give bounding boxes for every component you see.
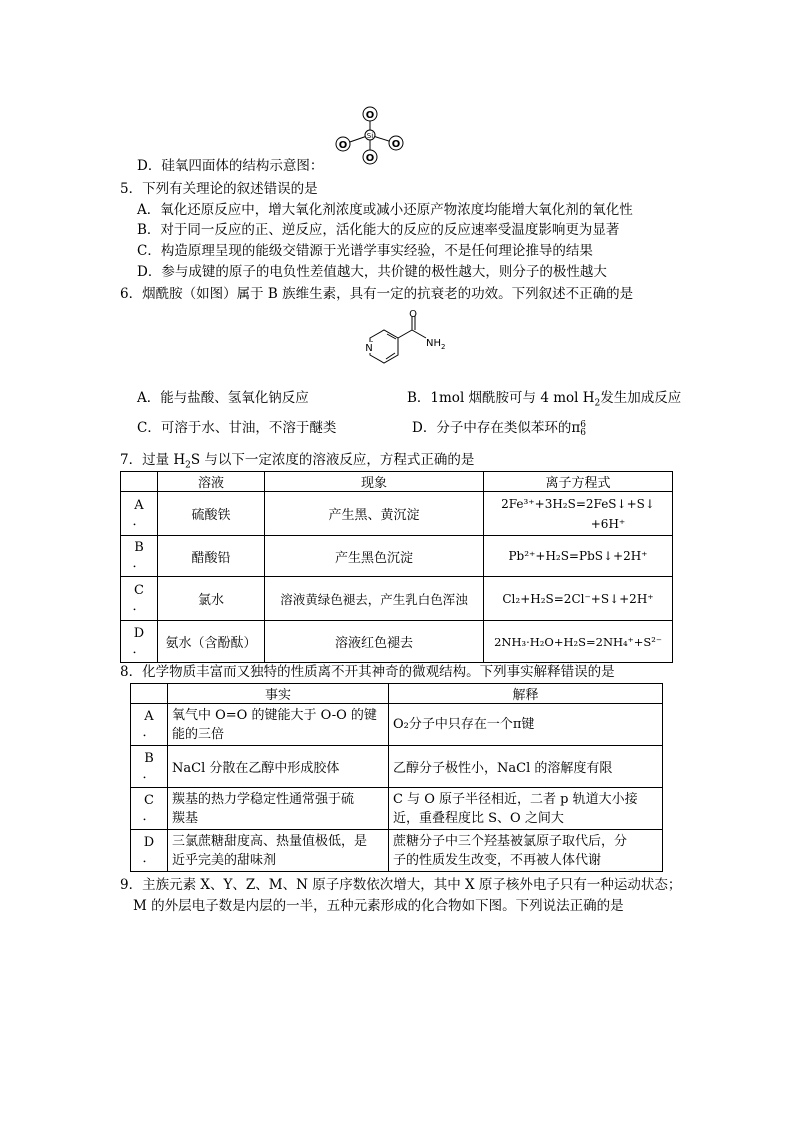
q5-option-d: D．参与成键的原子的电负性差值越大，共价键的极性越大，则分子的极性越大: [137, 264, 607, 280]
equation-cell: Pb²⁺+H₂S=PbS↓+2H⁺: [484, 536, 673, 577]
nh-label: NH: [426, 338, 441, 349]
solution-cell: 氯水: [158, 577, 265, 621]
nh-subscript-label: 2: [441, 343, 446, 351]
table-row: [131, 704, 663, 746]
table-header-row: [121, 472, 673, 492]
solution-cell: 氨水（含酚酞）: [158, 621, 265, 663]
header-explanation: 解释: [389, 684, 663, 704]
equation-cell: Cl₂+H₂S=2Cl⁻+S↓+2H⁺: [484, 577, 673, 621]
fact-cell: 羰基的热力学稳定性通常强于硫 羰基: [168, 788, 389, 830]
equation-cell: 2NH₃·H₂O+H₂S=2NH₄⁺+S²⁻: [484, 621, 673, 663]
q7-table: [120, 471, 673, 663]
row-label: D ．: [121, 621, 158, 663]
nitrogen-label: N: [365, 343, 373, 354]
header-equation: 离子方程式: [484, 472, 673, 492]
solution-cell: 硫酸铁: [158, 492, 265, 536]
phenomenon-cell: 产生黑色沉淀: [265, 536, 484, 577]
row-label: B ．: [121, 536, 158, 577]
q9-line-2: M 的外层电子数是内层的一半，五种元素形成的化合物如下图。下列说法正确的是: [133, 898, 624, 914]
q4-option-d: D．硅氧四面体的结构示意图：: [137, 158, 324, 174]
table-row: [121, 492, 673, 536]
table-row: [131, 788, 663, 830]
table-row: [131, 830, 663, 872]
o-atom-label: O: [391, 139, 401, 150]
phenomenon-cell: 溶液黄绿色褪去，产生乳白色浑浊: [265, 577, 484, 621]
explanation-cell: C 与 O 原子半径相近，二者 p 轨道大小接 近，重叠程度比 S、O 之间大: [389, 788, 663, 830]
fact-cell: 氧气中 O=O 的键能大于 O-O 的键 能的三倍: [168, 704, 389, 746]
q6-option-c: C．可溶于水、甘油，不溶于醚类: [137, 420, 337, 436]
phenomenon-cell: 溶液红色褪去: [265, 621, 484, 663]
explanation-cell: 乙醇分子极性小，NaCl 的溶解度有限: [389, 746, 663, 788]
explanation-cell: 蔗糖分子中三个羟基被氯原子取代后，分 子的性质发生改变，不再被人体代谢: [389, 830, 663, 872]
q7-stem: 7．过量 $H_2S$ 与以下一定浓度的溶液反应，方程式正确的是: [120, 452, 475, 471]
q5-option-a: A．氧化还原反应中，增大氧化剂浓度或减小还原产物浓度均能增大氧化剂的氧化性: [137, 202, 633, 218]
row-label: A ．: [121, 492, 158, 536]
equation-cell: 2Fe³⁺+3H₂S=2FeS↓+S↓ +6H⁺: [484, 492, 673, 536]
phenomenon-cell: 产生黑、黄沉淀: [265, 492, 484, 536]
row-label: D ．: [131, 830, 168, 872]
silicon-oxygen-tetrahedron-diagram: [330, 103, 410, 168]
explanation-cell: O₂分子中只存在一个π键: [389, 704, 663, 746]
table-row: [121, 536, 673, 577]
o-atom-label: O: [365, 110, 375, 121]
table-row: [131, 746, 663, 788]
si-atom-label: Si: [366, 132, 374, 140]
q6-option-b: B．1mol 烟酰胺可与 4 mol $H_2$发生加成反应: [407, 390, 682, 409]
table-header-row: [131, 684, 663, 704]
o-atom-label: O: [338, 140, 348, 151]
row-label: B ．: [131, 746, 168, 788]
oxygen-label: O: [409, 310, 417, 320]
fact-cell: NaCl 分散在乙醇中形成胶体: [168, 746, 389, 788]
row-label: A ．: [131, 704, 168, 746]
header-solution: 溶液: [158, 472, 265, 492]
header-phenomenon: 现象: [265, 472, 484, 492]
q5-stem: 5．下列有关理论的叙述错误的是: [120, 181, 318, 197]
table-row: [121, 577, 673, 621]
q8-table: [130, 683, 663, 872]
solution-cell: 醋酸铅: [158, 536, 265, 577]
o-atom-label: O: [365, 153, 375, 164]
q8-stem: 8．化学物质丰富而又独特的性质离不开其神奇的微观结构。下列事实解释错误的是: [120, 664, 615, 680]
fact-cell: 三氯蔗糖甜度高、热量值极低，是 近乎完美的甜味剂: [168, 830, 389, 872]
q5-option-c: C．构造原理呈现的能级交错源于光谱学事实经验，不是任何理论推导的结果: [137, 243, 593, 259]
q9-line-1: 9．主族元素 X、Y、Z、M、N 原子序数依次增大，其中 X 原子核外电子只有一种运动状态；: [120, 877, 682, 893]
row-label: C ．: [131, 788, 168, 830]
nicotinamide-structure-diagram: [355, 310, 465, 380]
q6-option-a: A．能与盐酸、氢氧化钠反应: [137, 390, 309, 406]
table-row: [121, 621, 673, 663]
header-fact: 事实: [168, 684, 389, 704]
row-label: C ．: [121, 577, 158, 621]
q6-option-d: D．分子中存在类似苯环的π 6 6: [412, 419, 586, 438]
q6-stem: 6．烟酰胺（如图）属于 B 族维生素，具有一定的抗衰老的功效。下列叙述不正确的是: [120, 286, 634, 302]
q5-option-b: B．对于同一反应的正、逆反应，活化能大的反应的反应速率受温度影响更为显著: [137, 222, 620, 238]
